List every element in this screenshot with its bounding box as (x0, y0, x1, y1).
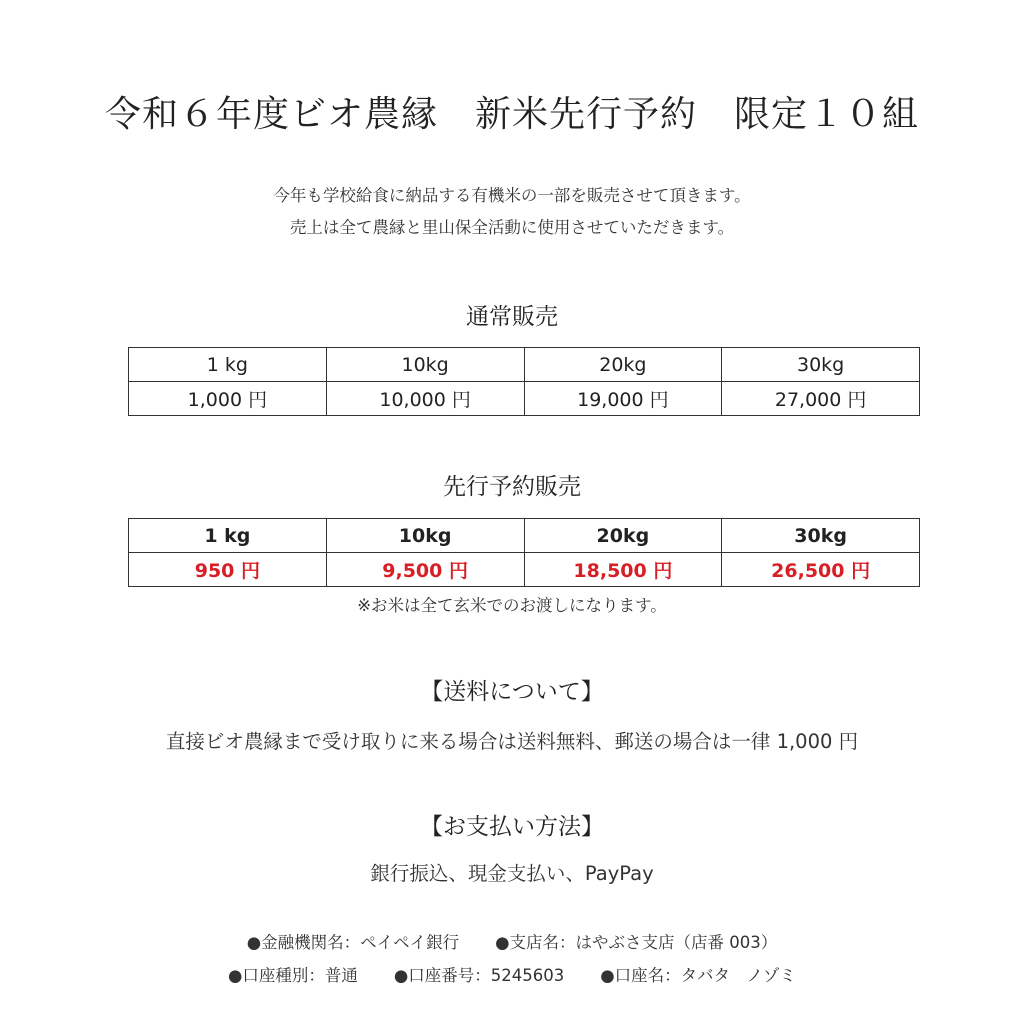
regular-size-cell: 1 kg (129, 348, 327, 382)
regular-price-cell: 1,000 円 (129, 382, 327, 416)
account-type: ●口座種別：普通 (227, 966, 358, 985)
advance-price-cell: 18,500 円 (524, 553, 722, 587)
regular-sale-heading: 通常販売 (466, 304, 558, 330)
account-number: ●口座番号：5245603 (393, 966, 565, 985)
shipping-text: 直接ビオ農縁まで受け取りに来る場合は送料無料、郵送の場合は一律 1,000 円 (165, 730, 859, 753)
bank-name: ●金融機関名：ペイペイ銀行 (246, 933, 460, 952)
advance-size-row (129, 519, 920, 553)
intro-line-1: 今年も学校給食に納品する有機米の一部を販売させて頂きます。 (273, 186, 751, 205)
advance-size-cell: 1 kg (129, 519, 327, 553)
regular-price-row (129, 382, 920, 416)
bank-info-line-2 (0, 962, 1024, 986)
advance-price-row (129, 553, 920, 587)
brown-rice-note: ※お米は全て玄米でのお渡しになります。 (357, 596, 667, 615)
shipping-heading: 【送料について】 (420, 679, 604, 705)
account-holder: ●口座名：タバタ ノゾミ (600, 966, 797, 985)
regular-price-cell: 27,000 円 (722, 382, 920, 416)
advance-price-cell: 26,500 円 (722, 553, 920, 587)
advance-price-cell: 950 円 (129, 553, 327, 587)
regular-size-cell: 20kg (524, 348, 722, 382)
advance-size-cell: 10kg (326, 519, 524, 553)
advance-size-cell: 20kg (524, 519, 722, 553)
regular-size-row (129, 348, 920, 382)
intro-text (0, 180, 1024, 244)
page-title: 令和６年度ビオ農縁 新米先行予約 限定１０組 (104, 94, 919, 135)
advance-sale-heading: 先行予約販売 (443, 474, 581, 500)
bank-info-line-1 (0, 929, 1024, 953)
payment-methods: 銀行振込、現金支払い、PayPay (370, 862, 654, 885)
advance-price-table (128, 518, 920, 587)
payment-heading: 【お支払い方法】 (420, 814, 604, 840)
intro-line-2: 売上は全て農縁と里山保全活動に使用させていただきます。 (289, 218, 735, 237)
regular-size-cell: 30kg (722, 348, 920, 382)
advance-size-cell: 30kg (722, 519, 920, 553)
regular-size-cell: 10kg (326, 348, 524, 382)
regular-price-table (128, 347, 920, 416)
advance-price-cell: 9,500 円 (326, 553, 524, 587)
branch-name: ●支店名：はやぶさ支店（店番 003） (495, 933, 778, 952)
regular-price-cell: 10,000 円 (326, 382, 524, 416)
regular-price-cell: 19,000 円 (524, 382, 722, 416)
